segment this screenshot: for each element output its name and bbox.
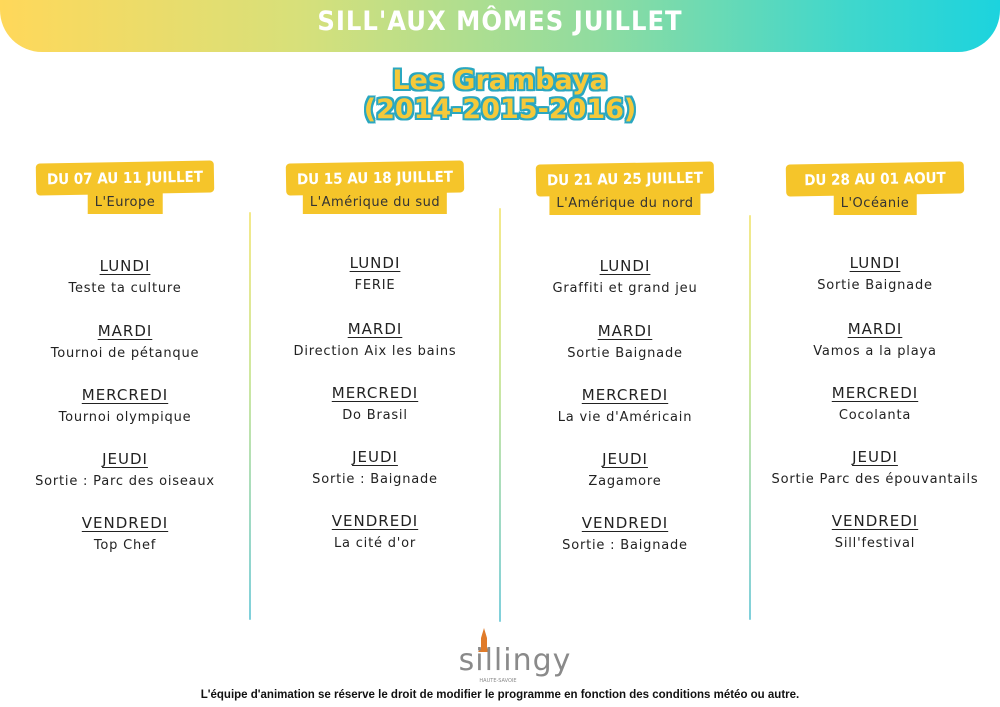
day-monday [250,252,500,296]
day-activity: Tournoi olympique [58,410,192,425]
logo-wordmark: sillingy [458,643,572,678]
day-activity: Sortie : Parc des oiseaux [35,474,215,489]
footer-note: L'équipe d'animation se réserve le droit de modifier le programme en fonction des conditions météo ou autre. [200,689,800,701]
day-wednesday [250,382,500,426]
day-friday [0,512,250,556]
day-name: VENDREDI [581,514,669,532]
week-theme-badge: L'Océanie [834,193,917,215]
day-activity: Sortie : Baignade [312,472,438,487]
week-dates-badge: DU 21 AU 25 JUILLET [536,161,715,196]
week-dates-badge: DU 15 AU 18 JUILLET [286,160,465,195]
day-name: MARDI [347,320,403,338]
day-activity: Tournoi de pétanque [50,346,200,361]
day-thursday [750,446,1000,490]
day-name: MERCREDI [581,386,669,404]
day-activity: Sortie : Baignade [562,538,688,553]
day-activity: Do Brasil [342,408,408,423]
day-activity: Top Chef [93,538,157,553]
day-name: LUNDI [849,254,901,272]
day-name: MARDI [97,322,153,340]
day-activity: Teste ta culture [68,281,182,296]
day-tuesday [0,320,250,364]
day-monday [500,255,750,299]
day-name: MERCREDI [331,384,419,402]
header-banner [0,0,1000,52]
day-activity: Zagamore [588,474,662,489]
sillingy-logo [440,622,590,688]
day-activity: Sortie Baignade [567,346,683,361]
day-friday [750,510,1000,554]
day-name: JEUDI [602,450,648,468]
day-monday [750,252,1000,296]
day-activity: Sortie Baignade [817,278,933,293]
group-name: Les Grambaya [392,65,608,96]
day-activity: Sortie Parc des épouvantails [771,472,979,487]
day-name: MARDI [597,322,653,340]
day-name: MERCREDI [81,386,169,404]
day-friday [250,510,500,554]
day-wednesday [750,382,1000,426]
day-name: JEUDI [102,450,148,468]
day-name: JEUDI [352,448,398,466]
day-friday [500,512,750,556]
day-tuesday [750,318,1000,362]
day-activity: La vie d'Américain [557,410,693,425]
day-thursday [500,448,750,492]
day-activity: Direction Aix les bains [293,344,457,359]
day-name: JEUDI [852,448,898,466]
logo-subtext: HAUTE-SAVOIE [479,678,517,684]
day-tuesday [250,318,500,362]
page-title: SILL'AUX MÔMES JUILLET [317,6,683,37]
day-name: MARDI [847,320,903,338]
day-name: LUNDI [349,254,401,272]
week-theme-badge: L'Amérique du sud [303,192,447,214]
day-activity: La cité d'or [333,536,417,551]
day-activity: FERIE [354,278,396,293]
day-wednesday [500,384,750,428]
day-thursday [250,446,500,490]
day-activity: Sill'festival [834,536,916,551]
week-theme-badge: L'Europe [88,192,163,214]
day-monday [0,255,250,299]
day-name: VENDREDI [831,512,919,530]
day-tuesday [500,320,750,364]
day-activity: Vamos a la playa [813,344,937,359]
day-name: VENDREDI [81,514,169,532]
day-thursday [0,448,250,492]
group-ages: (2014-2015-2016) [363,94,637,125]
week-dates-badge: DU 28 AU 01 AOUT [786,161,965,196]
week-dates-badge: DU 07 AU 11 JUILLET [36,160,215,195]
day-wednesday [0,384,250,428]
day-name: MERCREDI [831,384,919,402]
day-activity: Cocolanta [838,408,912,423]
day-name: LUNDI [99,257,151,275]
week-theme-badge: L'Amérique du nord [549,193,700,215]
day-name: VENDREDI [331,512,419,530]
day-activity: Graffiti et grand jeu [552,281,698,296]
day-name: LUNDI [599,257,651,275]
